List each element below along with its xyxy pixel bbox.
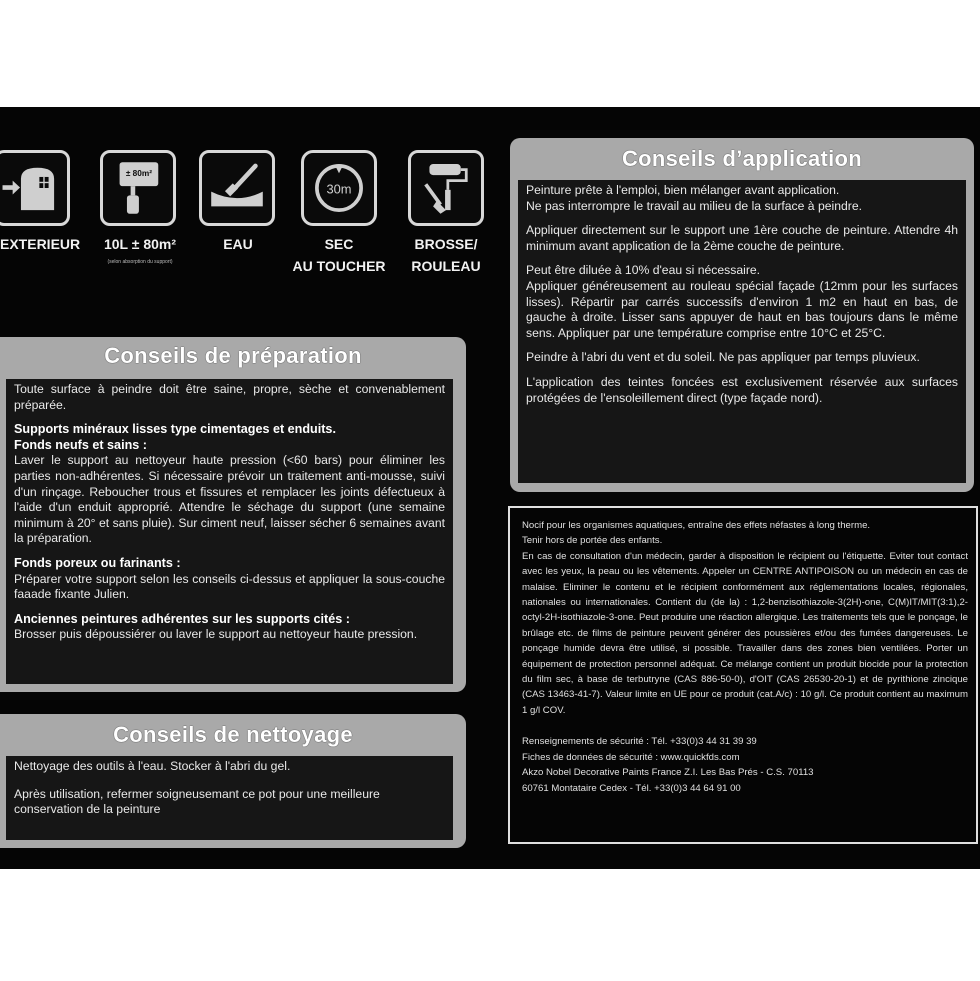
dry-time-caption-1: SEC [324,236,354,252]
preparation-text-old: Brosser puis dépoussiérer ou laver le support au nettoyeur haute pression. [14,627,418,642]
application-body [518,180,966,483]
application-text-5: L'application des teintes foncées est exclusivement réservée aux surfaces protégées de l'ensoleillement direct (type façade nord). [526,374,958,405]
preparation-section [0,337,466,692]
cleaning-title: Conseils de nettoyage [113,722,353,747]
safety-contact-1: Renseignements de sécurité : Tél. +33(0)3 44 31 39 39 [522,736,757,748]
brush-roller-caption-1: BROSSE/ [414,236,478,252]
exterior-icon [0,150,70,226]
preparation-heading-porous: Fonds poreux ou farinants : [14,555,181,570]
safety-text-1: Nocif pour les organismes aquatiques, entraîne des effets néfastes à long therme. [522,520,871,531]
preparation-heading-mineral: Supports minéraux lisses type cimentages et enduits. [14,422,336,437]
application-section [510,138,974,492]
coverage-caption: 10L ± 80m² [103,236,177,252]
safety-contact-3: Akzo Nobel Decorative Paints France Z.I. Les Bas Prés - C.S. 70113 [522,767,814,779]
cleaning-section [0,714,466,848]
safety-box [508,506,978,844]
preparation-body [6,379,453,684]
preparation-heading-old: Anciennes peintures adhérentes sur les supports cités : [14,611,350,626]
coverage-badge: ± 80m² [125,169,152,179]
preparation-heading-new: Fonds neufs et sains : [14,437,147,452]
application-text-1b: Ne pas interrompre le travail au milieu de la surface à peindre. [526,198,863,213]
preparation-title: Conseils de préparation [104,343,362,368]
application-text-3a: Peut être diluée à 10% d'eau si nécessaire. [526,263,761,278]
cleaning-body [6,756,453,840]
safety-contact-4: 60761 Montataire Cedex - Tél. +33(0)3 44 64 91 00 [522,782,741,794]
dry-time-badge: 30m [326,181,352,197]
water-caption: EAU [223,236,253,252]
dry-time-icon [301,150,377,226]
application-text-1a: Peinture prête à l'emploi, bien mélanger avant application. [526,183,840,197]
application-text-2: Appliquer directement sur le support une 1ère couche de peinture. Attendre 4h minimum avant application de la 2ème couche de peinture. [526,223,958,253]
coverage-note: (selon absorption du support) [107,259,173,265]
cleaning-text-1: Nettoyage des outils à l'eau. Stocker à l'abri du gel. [14,759,291,773]
cleaning-text-2: Après utilisation, refermer soigneusemant ce pot pour une meilleure conservation de la peinture [14,786,380,817]
water-icon [199,150,275,226]
dry-time-caption-2: AU TOUCHER [292,258,386,274]
brush-roller-caption-2: ROULEAU [411,258,481,274]
safety-text-2: Tenir hors de portée des enfants. [522,535,663,547]
application-text-4: Peindre à l'abri du vent et du soleil. Ne pas appliquer par temps pluvieux. [526,350,920,365]
brush-roller-icon [408,150,484,226]
coverage-icon [100,150,176,226]
preparation-text-porous: Préparer votre support selon les conseils ci-dessus et appliquer la sous-couche faaade fixante Julien. [14,571,445,602]
application-text-3b: Appliquer généreusement au rouleau spécial façade (12mm pour les surfaces lisses). Répartir par carrés successifs d'environ 1 m2 en haut en bas, de gauche à droite. Lisser sans appuyer de haut en bas toujours dans le même sens. Appliquer par une température comprise entre 10°C et 25°C. [526,278,958,340]
application-title: Conseils d’application [621,146,863,171]
safety-text-3: En cas de consultation d'un médecin, garder à disposition le récipient ou l'étiquette. Eviter tout contact avec les yeux, la peau ou les vêtements. Appeler un CENTRE ANTIPOISON ou un médecin en cas de malaise. Eliminer le contenu et le récipient conformément aux réglementations locales, régionales, nationales ou internationales. Contient du (de la) : 1,2-benzisothiazole-3(2H)-one, C(M)IT/MIT(3:1),2-octyl-2H-isothiazole-3-one. Peut produire une réaction allergique. Les traitements tels que le ponçage, le brûlage etc. de films de peinture peuvent générer des poussières et/ou des fumées dangereuses. Le ponçage humide devra être utilisé, si possible. Travailler dans des zones bien ventilées. Porter un équipement de protection personnel adéquat. Ce mélange contient un produit biocide pour la protection du film sec, à base de terbutryne (CAS 886-50-0), d'OIT (CAS 26530-20-1) et de pyrithione zincique (CAS 13463-41-7). Valeur limite en UE pour ce produit (cat.A/c) : 10 g/l. Ce produit contient au maximum 1 g/l COV. [522,550,968,716]
safety-contact-2: Fiches de données de sécurité : www.quickfds.com [522,751,740,763]
preparation-intro: Toute surface à peindre doit être saine, propre, sèche et convenablement préparée. [14,382,445,412]
exterior-caption: EXTERIEUR [0,236,81,252]
preparation-text-new: Laver le support au nettoyeur haute pression (<60 bars) pour éliminer les parties non-adhérentes. Si nécessaire prévoir un traitement anti-mousse, suivi d'un rinçage. Reboucher trous et fissures et remplacer les joints défectueux à l'aide d'un enduit approprié. Attendre le séchage du support (une semaine minimum à 20° et sans pluie). Sur ciment neuf, laisser sécher 6 semaines avant la préparation. [14,453,445,546]
